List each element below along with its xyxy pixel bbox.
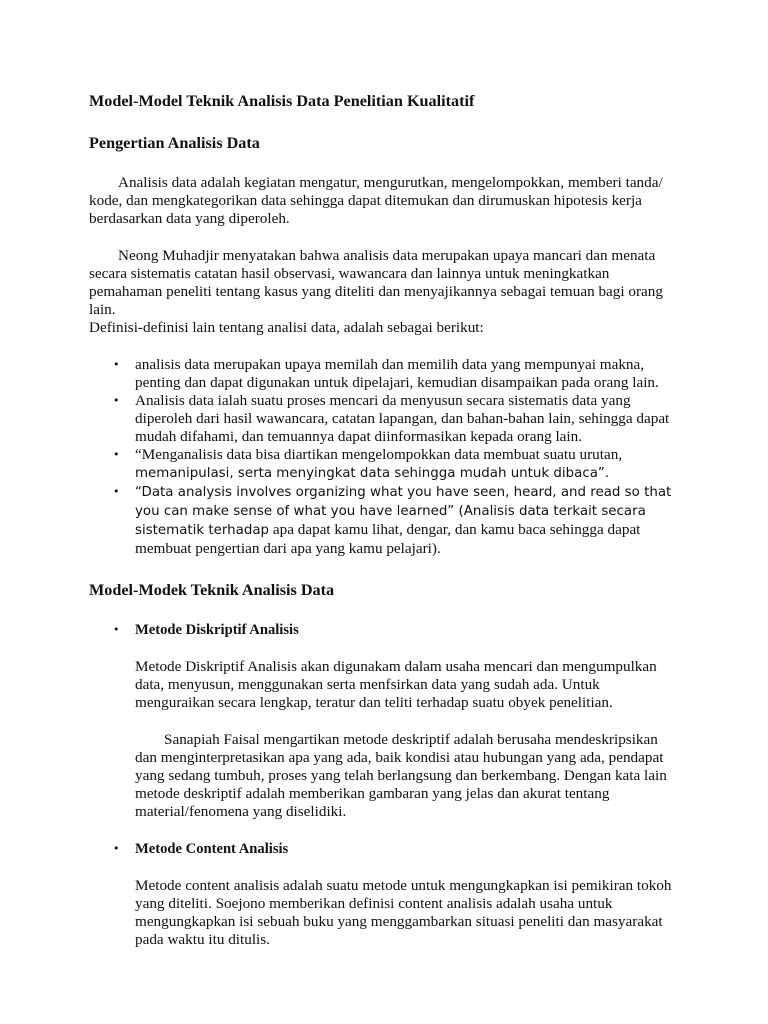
method-heading-diskriptif bbox=[89, 621, 680, 639]
bullet-icon: • bbox=[113, 358, 120, 371]
list-item bbox=[89, 446, 680, 483]
method-title: Metode Content Analisis bbox=[135, 841, 289, 857]
paragraph-muhadjir: Neong Muhadjir menyatakan bahwa analisis data merupakan upaya mancari dan menata secara sistematis catatan hasil observasi, wawancara dan lainnya untuk meningkatkan pemahaman peneliti tentang kasus yang diteliti dan menyajikannya sebagai temuan bagi orang lain. bbox=[89, 247, 663, 318]
list-item bbox=[89, 356, 680, 392]
list-item-text: analisis data merupakan upaya memilah dan memilih data yang mempunyai makna, penting dan dapat digunakan untuk dipelajari, kemudian disampaikan pada orang lain. bbox=[135, 356, 659, 391]
list-item bbox=[89, 483, 680, 558]
bullet-icon: • bbox=[113, 842, 120, 855]
bullet-icon: • bbox=[113, 448, 120, 461]
section-heading-model: Model-Modek Teknik Analisis Data bbox=[89, 581, 335, 599]
bullet-icon: • bbox=[113, 394, 120, 407]
method-body-content bbox=[89, 877, 680, 949]
method-heading-content bbox=[89, 840, 680, 858]
definition-list bbox=[89, 356, 680, 558]
list-item-text: Analisis data ialah suatu proses mencari da menyusun secara sistematis data yang diperoleh dari hasil wawancara, catatan lapangan, dan bahan-bahan lain, sehingga dapat mudah difahami, dan temuannya dapat diinformasikan kepada orang lain. bbox=[135, 392, 670, 445]
method-paragraph: Metode Diskriptif Analisis akan digunakam dalam usaha mencari dan mengumpulkan data, menyusun, menggunakan serta menfsirkan data yang sudah ada. Untuk menguraikan secara lengkap, teratur dan teliti terhadap suatu obyek penelitian. bbox=[135, 658, 657, 711]
paragraph-definition: Analisis data adalah kegiatan mengatur, mengurutkan, mengelompokkan, memberi tanda/ kode, dan mengkategorikan data sehingga dapat ditemukan dan dirumuskan hipotesis kerja berdasarkan data yang diperoleh. bbox=[89, 174, 663, 227]
document-title: Model-Model Teknik Analisis Data Penelitian Kualitatif bbox=[89, 92, 475, 110]
bullet-icon: • bbox=[113, 623, 120, 636]
list-item-text: “Data analysis involves organizing what you have seen, heard, and read so that you can make sense of what you have learned” (Analisis data terkait secara sistematik terhadap bbox=[135, 485, 672, 538]
method-paragraph: Sanapiah Faisal mengartikan metode deskriptif adalah berusaha mendeskripsikan dan menginterpretasikan apa yang ada, baik kondisi atau hubungan yang ada, pendapat yang sedang tumbuh, proses yang telah berlangsung dan berkembang. Dengan kata lain metode deskriptif adalah memberikan gambaran yang jelas dan akurat tentang material/fenomena yang diselidiki. bbox=[135, 731, 667, 820]
section-heading-pengertian: Pengertian Analisis Data bbox=[89, 134, 260, 152]
method-paragraph: Metode content analisis adalah suatu metode untuk mengungkapkan isi pemikiran tokoh yang diteliti. Soejono memberikan definisi content analisis adalah usaha untuk mengungkapkan isi sebuah buku yang menggambarkan situasi peneliti dan masyarakat pada waktu itu ditulis. bbox=[135, 877, 672, 948]
bullet-icon: • bbox=[113, 485, 120, 498]
list-item-text: “Menganalisis data bisa diartikan mengelompokkan data membuat suatu urutan, bbox=[135, 446, 623, 463]
method-body-diskriptif bbox=[89, 658, 680, 821]
list-item-text-continued: memanipulasi, serta menyingkat data sehingga mudah untuk dibaca”. bbox=[135, 466, 610, 481]
list-item-text-continued: apa dapat kamu lihat, dengar, dan kamu baca sehingga dapat membuat pengertian dari apa yang kamu pelajari). bbox=[135, 521, 641, 557]
list-item bbox=[89, 392, 680, 446]
paragraph-intro-definitions: Definisi-definisi lain tentang analisi data, adalah sebagai berikut: bbox=[89, 319, 484, 336]
method-title: Metode Diskriptif Analisis bbox=[135, 622, 299, 638]
